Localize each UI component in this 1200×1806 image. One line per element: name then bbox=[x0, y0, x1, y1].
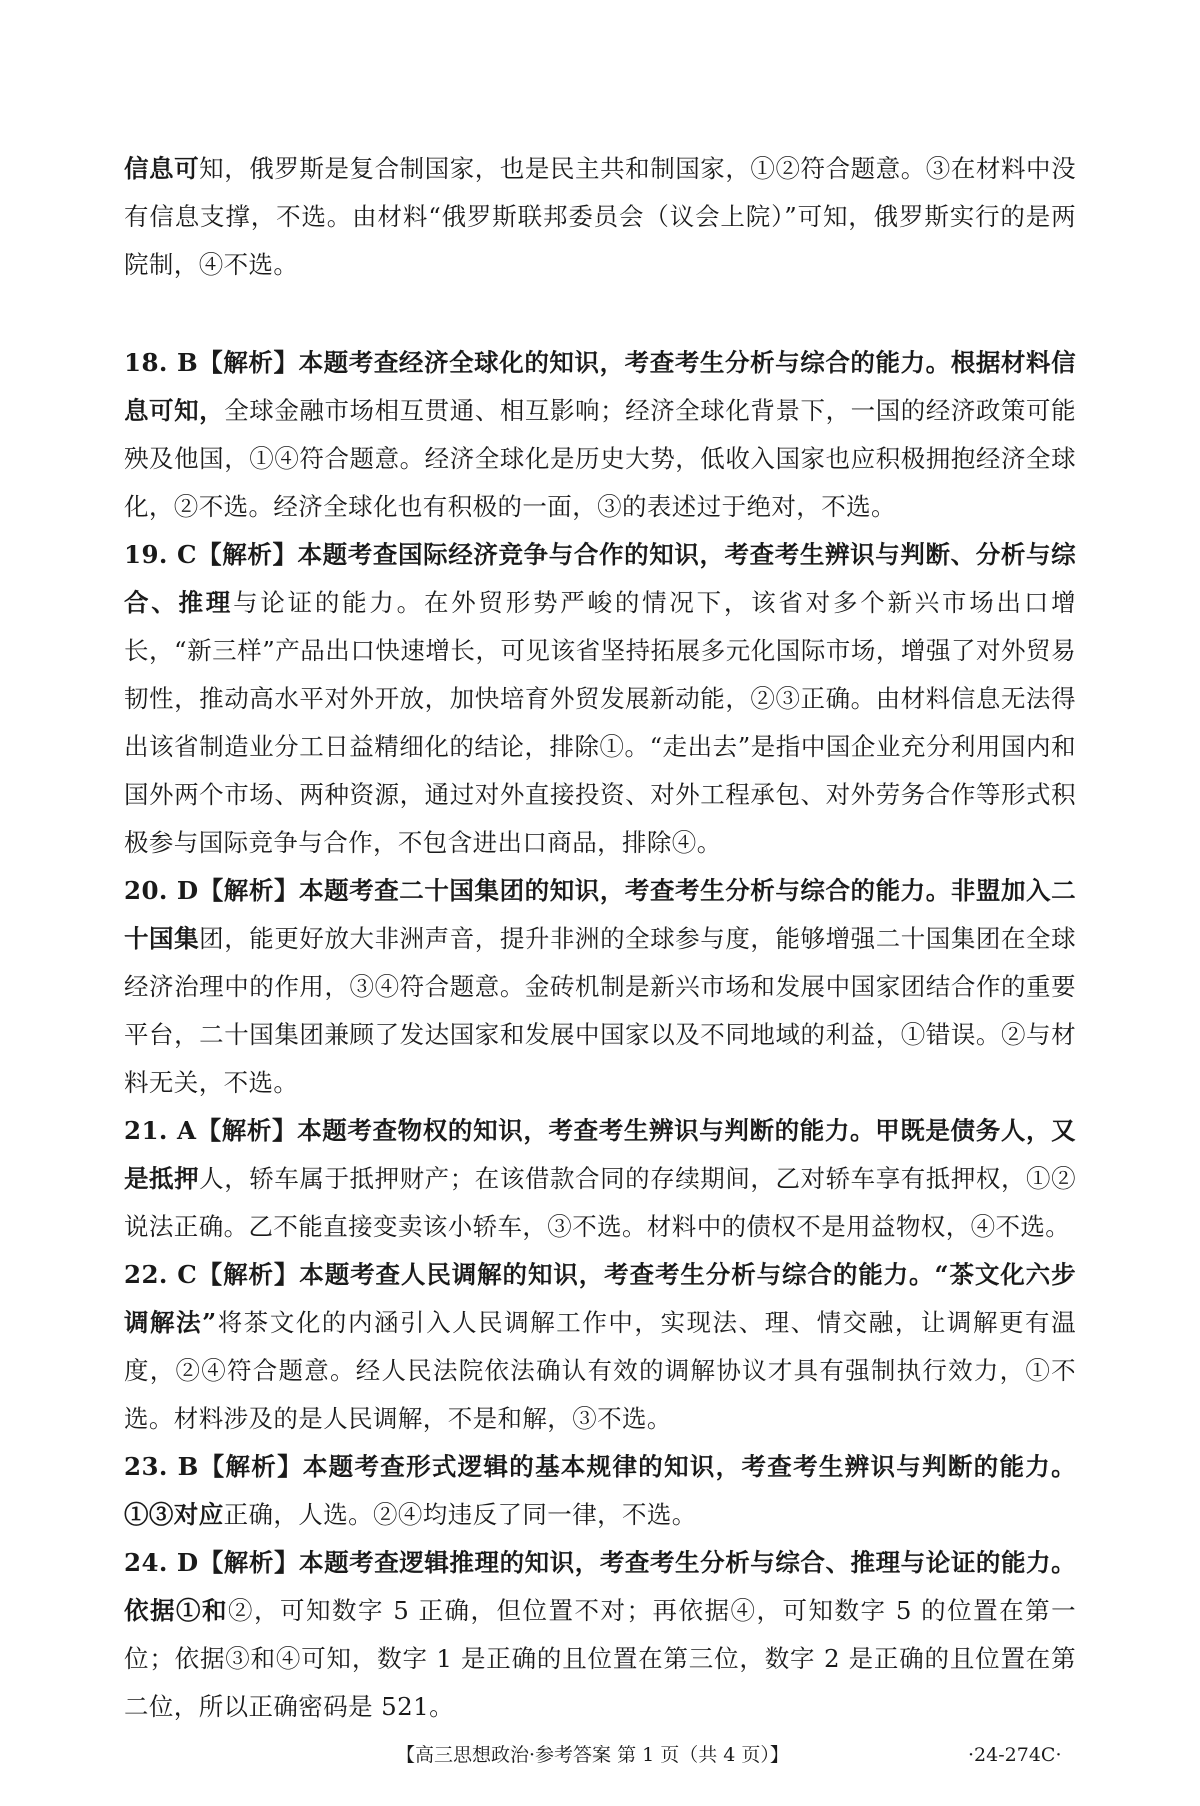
intro-bold-text: 信息可 bbox=[124, 154, 200, 183]
answer-21-heading: 21. A【解析】本题考查物权的知识，考查考生辨识与判断的能力。甲既是债务人，又是抵押 bbox=[124, 1116, 1076, 1193]
answer-19 bbox=[124, 531, 1076, 867]
answer-20 bbox=[124, 867, 1076, 1107]
answer-22 bbox=[124, 1251, 1076, 1443]
footer-page-info: 【高三思想政治·参考答案 第 1 页（共 4 页）】 bbox=[396, 1744, 789, 1766]
answer-19-heading: 19. C【解析】本题考查国际经济竞争与合作的知识，考查考生辨识与判断、分析与综合、推理 bbox=[124, 540, 1076, 617]
answer-21 bbox=[124, 1107, 1076, 1251]
footer-doc-code: ·24-274C· bbox=[968, 1744, 1062, 1766]
answer-18-heading: 18. B【解析】本题考查经济全球化的知识，考查考生分析与综合的能力。根据材料信息可知， bbox=[124, 348, 1076, 425]
answer-document bbox=[124, 145, 1076, 1731]
answer-19-text: 与论证的能力。在外贸形势严峻的情况下，该省对多个新兴市场出口增长，“新三样”产品出口快速增长，可见该省坚持拓展多元化国际市场，增强了对外贸易韧性，推动高水平对外开放，加快培育外贸发展新动能，②③正确。由材料信息无法得出该省制造业分工日益精细化的结论，排除①。“走出去”是指中国企业充分利用国内和国外两个市场、两种资源，通过对外直接投资、对外工程承包、对外劳务合作等形式积极参与国际竞争与合作，不包含进出口商品，排除④。 bbox=[124, 588, 1076, 857]
answer-18-text: 全球金融市场相互贯通、相互影响；经济全球化背景下，一国的经济政策可能殃及他国，①④符合题意。经济全球化是历史大势，低收入国家也应积极拥抱经济全球化，②不选。经济全球化也有积极的一面，③的表述过于绝对，不选。 bbox=[124, 396, 1076, 521]
answer-23-heading: 23. B【解析】本题考查形式逻辑的基本规律的知识，考查考生辨识与判断的能力。①③对应 bbox=[124, 1452, 1076, 1529]
answer-24-heading: 24. D【解析】本题考查逻辑推理的知识，考查考生分析与综合、推理与论证的能力。依据①和 bbox=[124, 1548, 1076, 1625]
answer-23 bbox=[124, 1443, 1076, 1539]
answer-24 bbox=[124, 1539, 1076, 1731]
answer-20-text: 团，能更好放大非洲声音，提升非洲的全球参与度，能够增强二十国集团在全球经济治理中的作用，③④符合题意。金砖机制是新兴市场和发展中国家团结合作的重要平台，二十国集团兼顾了发达国家和发展中国家以及不同地域的利益，①错误。②与材料无关，不选。 bbox=[124, 924, 1076, 1097]
answer-21-text: 人，轿车属于抵押财产；在该借款合同的存续期间，乙对轿车享有抵押权，①②说法正确。乙不能直接变卖该小轿车，③不选。材料中的债权不是用益物权，④不选。 bbox=[124, 1164, 1076, 1241]
answer-20-heading: 20. D【解析】本题考查二十国集团的知识，考查考生分析与综合的能力。非盟加入二十国集 bbox=[124, 876, 1076, 953]
answer-18 bbox=[124, 339, 1076, 531]
intro-text: 知，俄罗斯是复合制国家，也是民主共和制国家，①②符合题意。③在材料中没有信息支撑，不选。由材料“俄罗斯联邦委员会（议会上院）”可知，俄罗斯实行的是两院制，④不选。 bbox=[124, 154, 1076, 279]
intro-paragraph bbox=[124, 145, 1076, 289]
answer-22-heading: 22. C【解析】本题考查人民调解的知识，考查考生分析与综合的能力。“茶文化六步调解法” bbox=[124, 1260, 1076, 1337]
answer-22-text: 将茶文化的内涵引入人民调解工作中，实现法、理、情交融，让调解更有温度，②④符合题意。经人民法院依法确认有效的调解协议才具有强制执行效力，①不选。材料涉及的是人民调解，不是和解，③不选。 bbox=[124, 1308, 1076, 1433]
answer-23-text: 正确，人选。②④均违反了同一律，不选。 bbox=[223, 1500, 697, 1529]
answer-24-text: ②，可知数字 5 正确，但位置不对；再依据④，可知数字 5 的位置在第一位；依据③和④可知，数字 1 是正确的且位置在第三位，数字 2 是正确的且位置在第二位，所以正确密码是 521。 bbox=[124, 1596, 1076, 1721]
paragraph-gap bbox=[124, 289, 1076, 339]
